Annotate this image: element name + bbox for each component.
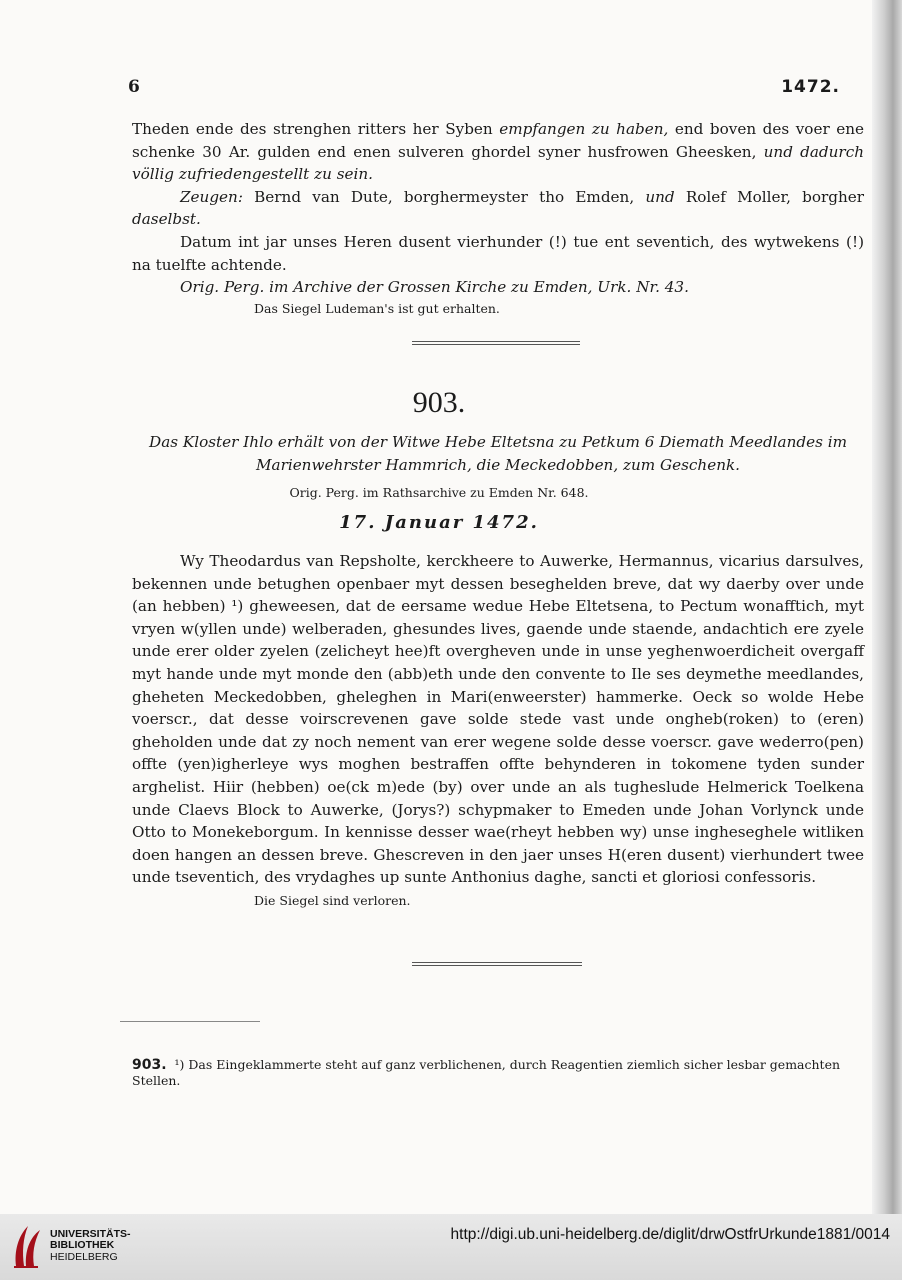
footnote-text: ¹) Das Eingeklammerte steht auf ganz verblichenen, durch Reagentien ziemlich sicher lesbar gemachten Stellen. — [132, 1057, 841, 1088]
library-name — [50, 1229, 131, 1264]
previous-document-ending — [132, 118, 864, 319]
document-source: Orig. Perg. im Rathsarchive zu Emden Nr. 648. — [289, 485, 589, 500]
closing-paragraph — [132, 118, 864, 186]
running-head-year: 1472. — [781, 77, 840, 97]
datum-line: Datum int jar unses Heren dusent vierhunder (!) tue ent seventich, des wytwekens (!) na tuelfte achtende. — [132, 232, 864, 274]
footnote — [132, 1057, 872, 1088]
document-date: 17. Januar 1472. — [339, 512, 539, 533]
text-span: Bernd van Dute, borghermeyster tho Emden, — [242, 187, 646, 206]
seal-note-previous: Das Siegel Ludeman's ist gut erhalten. — [254, 300, 500, 316]
library-emblem-icon — [10, 1222, 44, 1270]
end-divider — [412, 962, 582, 966]
italic-span: und — [645, 187, 675, 206]
viewer-footer — [0, 1214, 902, 1280]
footnote-document-number: 903. — [132, 1057, 167, 1073]
document-body — [132, 550, 864, 911]
text-span: Rolef Moller, borgher — [674, 187, 864, 206]
page-edge-shadow — [872, 0, 902, 1214]
library-logo[interactable] — [10, 1222, 131, 1270]
witnesses-line — [132, 186, 864, 231]
text-span: Theden ende des strenghen ritters her Syben — [132, 120, 500, 138]
library-name-line: HEIDELBERG — [50, 1250, 118, 1263]
page-number: 6 — [128, 77, 140, 97]
italic-span: daselbst. — [132, 210, 201, 229]
text-span: end boven des voer ene schenke 30 Ar. gulden end enen sulveren ghordel syner husfrowen Gheesken, — [132, 120, 864, 161]
permalink-url[interactable]: http://digi.ub.uni-heidelberg.de/diglit/drwOstfrUrkunde1881/0014 — [450, 1226, 890, 1243]
italic-span: und dadurch völlig zufriedengestellt zu sein. — [132, 142, 864, 184]
seal-note: Die Siegel sind verloren. — [254, 892, 411, 908]
library-name-line: BIBLIOTHEK — [50, 1239, 115, 1252]
document-number: 903. — [412, 386, 466, 419]
footnote-separator — [120, 1021, 260, 1022]
document-summary: Das Kloster Ihlo erhält von der Witwe Hebe Eltetsna zu Petkum 6 Diemath Meedlandes im Marienwehrster Hammrich, die Meckedobben, zum Geschenk. — [149, 433, 847, 474]
witnesses-label: Zeugen: — [180, 187, 243, 206]
charter-text: Wy Theodardus van Repsholte, kerckheere to Auwerke, Hermannus, vicarius darsulves, bekennen unde betughen openbaer myt dessen beseghelden breve, dat wy daerby over unde (an hebben) ¹) gheweesen, dat de eersame wedue Hebe Eltetsena, to Pectum wonafftich, myt vryen w(yllen unde) welberaden, ghesundes lives, gaende unde staende, andachtich ere zyele unde erer older zyelen (zelicheyt hee)ft overgheven unde in unse yeghenwoerdicheit overgaff myt hande unde myt monde den (abb)eth unde den convente to Ile ses deymethe meedlandes, gheheten Meckedobben, gheleghen in Mari(enweerster) hammerke. Oeck so wolde Hebe voerscr., dat desse voirscrevenen gave solde stede vast unde ongheb(roken) to (eren) gheholden unde dat zy noch nement van erer wegene solde desse voerscr. gave wederro(pen) offte (yen)igherleye wys moghen bestraffen offte behynderen in tokomene tyden sunder arghelist. Hiir (hebben) oe(ck m)ede (by) over unde an als tugheslude Helmerick Toelkena unde Claevs Block to Auwerke, (Jorys?) schypmaker to Emeden unde Johan Vorlynck unde Otto to Monekeborgum. In kennisse desser wae(rheyt hebben wy) unse ingheseghele witliken doen hangen an dessen breve. Ghescreven in den jaer unses H(eren dusent) vierhundert twee unde tseventich, des vrydaghes up sunte Anthonius daghe, sancti et gloriosi confessoris. — [132, 552, 864, 887]
library-name-line: UNIVERSITÄTS- — [50, 1227, 131, 1240]
source-line-previous: Orig. Perg. im Archive der Grossen Kirche zu Emden, Urk. Nr. 43. — [180, 278, 689, 297]
section-divider — [412, 341, 580, 345]
italic-span: empfangen zu haben, — [499, 120, 669, 138]
